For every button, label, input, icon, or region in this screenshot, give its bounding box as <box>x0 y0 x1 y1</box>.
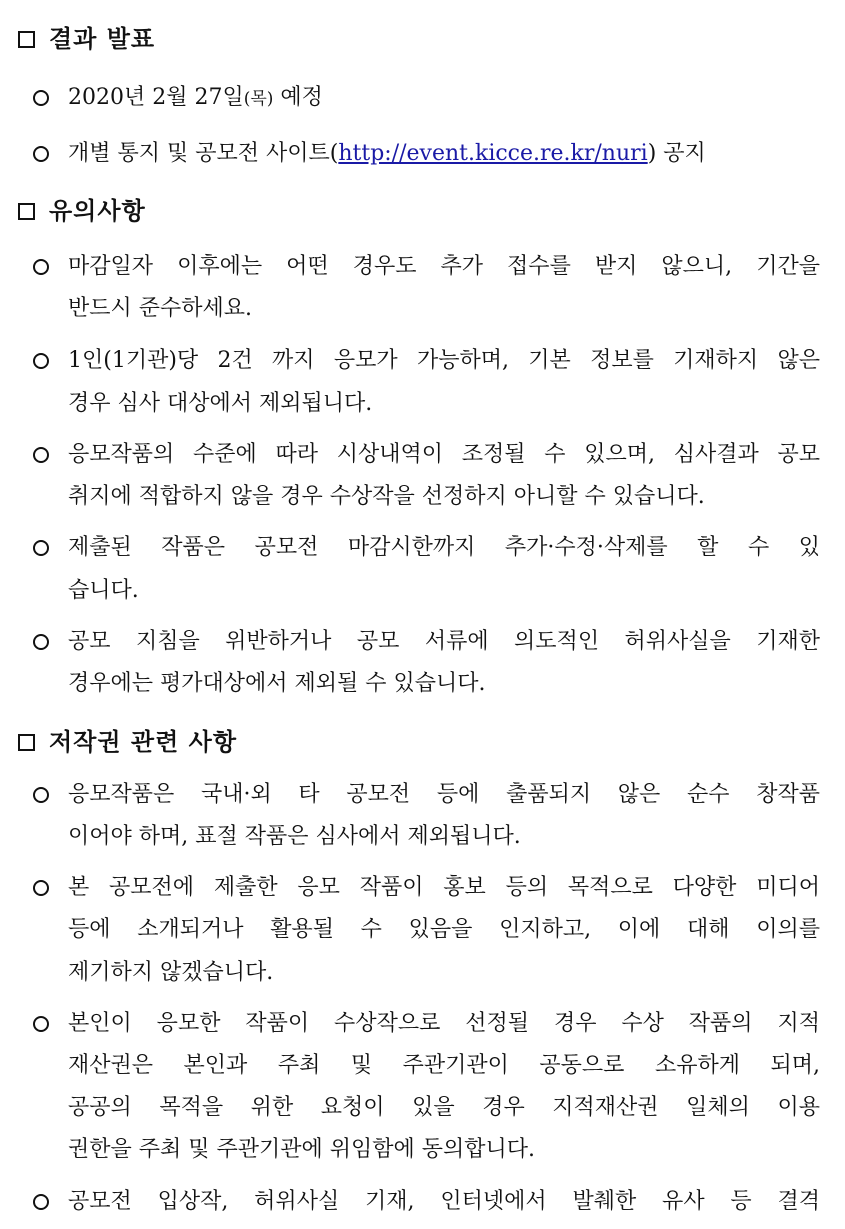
list-item-line: 응모작품은 국내·외 타 공모전 등에 출품되지 않은 순수 창작품 <box>68 782 820 807</box>
list-item-line: 재산권은 본인과 주최 및 주관기관이 공동으로 소유하게 되며, <box>68 1053 820 1078</box>
circle-bullet-icon <box>33 1194 49 1210</box>
checkbox-square-icon <box>18 203 35 220</box>
checkbox-square-icon <box>18 734 35 751</box>
list-item-line: 반드시 준수하세요. <box>68 296 253 321</box>
list-item-line: 취지에 적합하지 않을 경우 수상작을 선정하지 아니할 수 있습니다. <box>68 484 705 509</box>
circle-bullet-icon <box>33 634 49 650</box>
list-item-line: 경우 심사 대상에서 제외됩니다. <box>68 391 373 416</box>
list-item-line: 제기하지 않겠습니다. <box>68 960 274 985</box>
circle-bullet-icon <box>33 90 49 106</box>
list-item-line: 권한을 주최 및 주관기관에 위임함에 동의합니다. <box>68 1137 536 1162</box>
list-item-line: 본인이 응모한 작품이 수상작으로 선정될 경우 수상 작품의 지적 <box>68 1011 820 1036</box>
circle-bullet-icon <box>33 880 49 896</box>
list-item-line: 등에 소개되거나 활용될 수 있음을 인지하고, 이에 대해 이의를 <box>68 917 820 942</box>
list-item-line: 이어야 하며, 표절 작품은 심사에서 제외됩니다. <box>68 824 521 849</box>
list-item-line: 마감일자 이후에는 어떤 경우도 추가 접수를 받지 않으니, 기간을 <box>68 254 820 279</box>
list-item-line: 2020년 2월 27일(목) 예정 <box>68 85 323 110</box>
section-title-notices: 유의사항 <box>18 196 146 226</box>
list-item-line: 공모 지침을 위반하거나 공모 서류에 의도적인 허위사실을 기재한 <box>68 629 820 654</box>
list-item-line: 1인(1기관)당 2건 까지 응모가 가능하며, 기본 정보를 기재하지 않은 <box>68 348 820 373</box>
list-item-line: 본 공모전에 제출한 응모 작품이 홍보 등의 목적으로 다양한 미디어 <box>68 875 820 900</box>
section-title-copyright: 저작권 관련 사항 <box>18 727 237 757</box>
circle-bullet-icon <box>33 259 49 275</box>
circle-bullet-icon <box>33 146 49 162</box>
list-item-line: 제출된 작품은 공모전 마감시한까지 추가·수정·삭제를 할 수 있 <box>68 535 820 560</box>
list-item-line: 습니다. <box>68 578 139 603</box>
circle-bullet-icon <box>33 353 49 369</box>
list-item-line: 응모작품의 수준에 따라 시상내역이 조정될 수 있으며, 심사결과 공모 <box>68 442 820 467</box>
list-item-line: 공공의 목적을 위한 요청이 있을 경우 지적재산권 일체의 이용 <box>68 1095 820 1120</box>
event-site-link[interactable]: http://event.kicce.re.kr/nuri <box>338 141 648 166</box>
section-title-results: 결과 발표 <box>18 24 155 54</box>
circle-bullet-icon <box>33 1016 49 1032</box>
circle-bullet-icon <box>33 540 49 556</box>
checkbox-square-icon <box>18 31 35 48</box>
list-item-line: 공모전 입상작, 허위사실 기재, 인터넷에서 발췌한 유사 등 결격 <box>68 1189 820 1214</box>
list-item-line: 경우에는 평가대상에서 제외될 수 있습니다. <box>68 671 486 696</box>
circle-bullet-icon <box>33 447 49 463</box>
list-item-line: 개별 통지 및 공모전 사이트(http://event.kicce.re.kr/nuri) 공지 <box>68 141 706 166</box>
circle-bullet-icon <box>33 787 49 803</box>
